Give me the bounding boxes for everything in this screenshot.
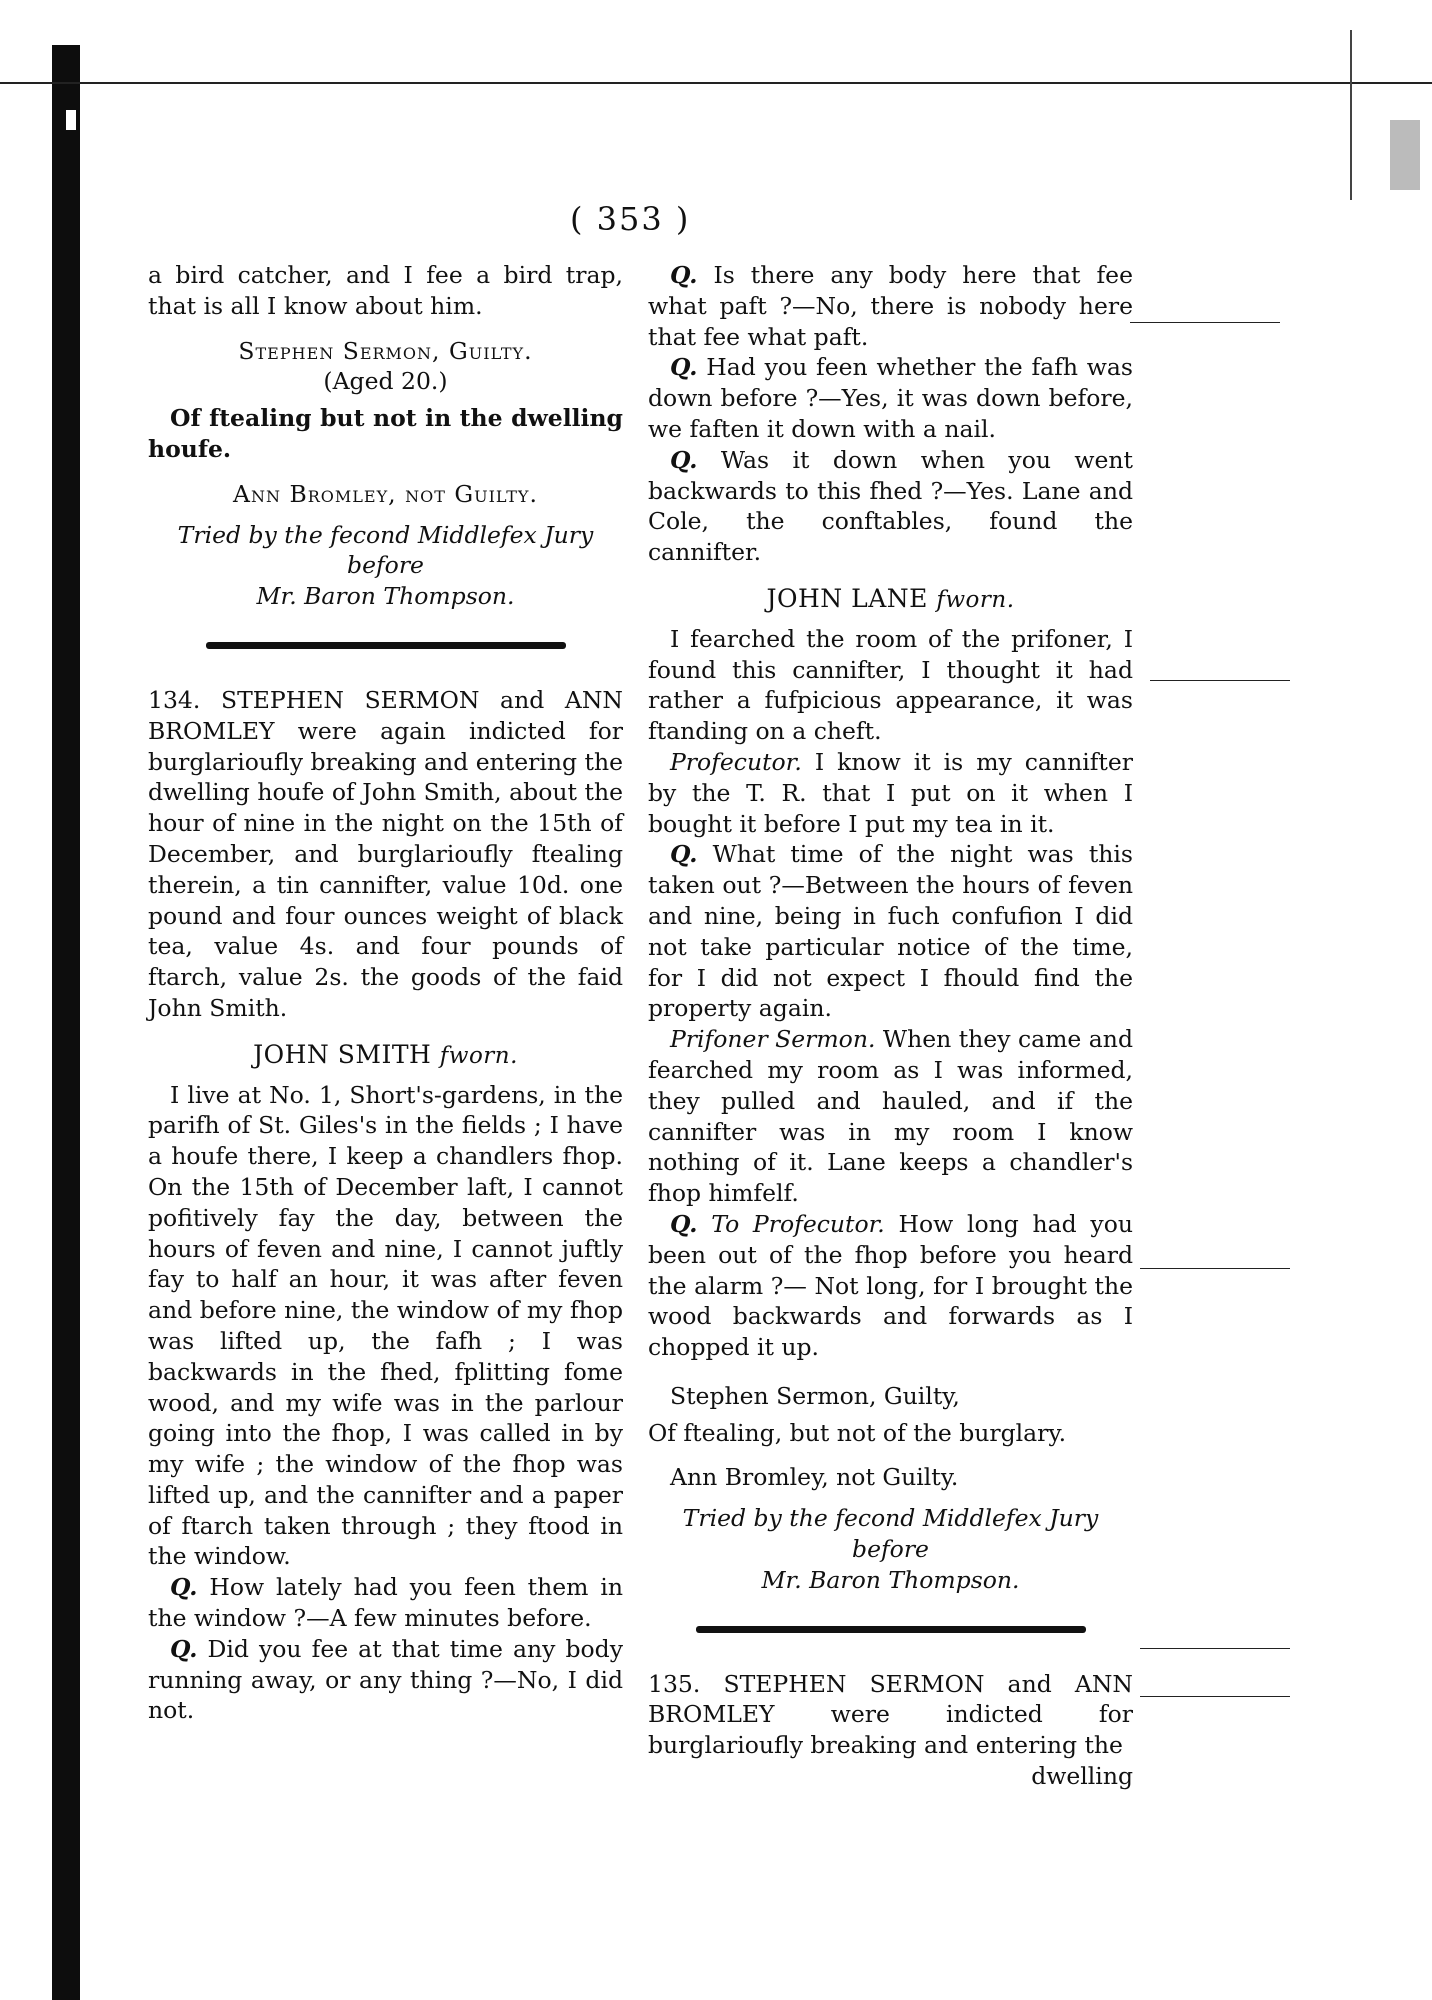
bleed-line: [1130, 322, 1280, 323]
verdict-name: Stephen Sermon, Guilty.: [238, 336, 533, 365]
question-mark: Q.: [170, 1573, 198, 1602]
witness-sworn: fworn.: [936, 586, 1015, 613]
question-6: [648, 839, 1133, 1024]
prisoner-statement: [648, 1024, 1133, 1209]
verdict-note-2: Of ftealing, but not of the burglary.: [648, 1418, 1067, 1447]
verdict-note: Of ftealing but not in the dwelling houfe.: [148, 404, 623, 463]
testimony-smith: I live at No. 1, Short's-gardens, in the parifh of St. Giles's in the fields ; I have a houfe there, I keep a chandlers fhop. On the 15th of December laft, I cannot pofitively fay the day, between the hours of feven and nine, I cannot juftly fay to half an hour, it was after feven and before nine, the window of my fhop was lifted up, the fafh ; I was backwards in the fhed, fplitting fome wood, and my wife was in the parlour going into the fhop, I was called in by my wife ; the window of the fhop was lifted up, and the cannifter and a paper of ftarch taken through ; they ftood in the window.: [148, 1080, 623, 1571]
case-134-text: 134. STEPHEN SERMON and ANN BROMLEY were again indicted for burglarioufly breaking and entering the dwelling houfe of John Smith, about the hour of nine in the night on the 15th of December, and burglarioufly ftealing therein, a tin cannifter, value 10d. one pound and four ounces weight of black tea, value 4s. and four pounds of ftarch, value 2s. the goods of the faid John Smith.: [148, 685, 623, 1022]
verdict-name: Stephen Sermon, Guilty,: [670, 1381, 960, 1410]
verdict-bromley-2: Ann Bromley, not Guilty.: [670, 1463, 959, 1492]
trial-judge: Mr. Baron Thompson.: [761, 1565, 1020, 1594]
question-1: [148, 1572, 623, 1634]
question-text: What time of the night was this taken out ?—Between the hours of feven and nine, being in fuch confufion I did not take particular notice of the time, for I did not expect I fhould find the property again.: [648, 840, 1133, 1023]
trial-line: Tried by the fecond Middlefex Jury before: [682, 1504, 1099, 1564]
witness-name: JOHN SMITH: [253, 1039, 432, 1069]
right-column: [648, 260, 1133, 1792]
top-scan-line: [0, 82, 1432, 84]
question-text: Is there any body here that fee what paft ?—No, there is nobody here that fee what paft.: [648, 261, 1133, 351]
question-text: How long had you been out of the fhop before you heard the alarm ?— Not long, for I brought the wood backwards and forwards as I chopped it up.: [648, 1209, 1133, 1362]
witness-heading-lane: [648, 584, 1133, 616]
bleed-line: [1140, 1648, 1290, 1649]
trial-note-1: [148, 520, 623, 612]
bleed-line: [1140, 1268, 1290, 1269]
scan-speck: [1390, 120, 1420, 190]
question-mark: Q.: [670, 445, 698, 474]
question-3: [648, 260, 1133, 352]
verdict-bromley-1: Ann Bromley, not Guilty.: [233, 479, 538, 508]
addressee-label: To Profecutor.: [711, 1209, 885, 1238]
statement-text: I know it is my cannifter by the T. R. that I put on it when I bought it before I put my tea in it.: [648, 747, 1133, 838]
question-5: [648, 445, 1133, 568]
question-text: Had you feen whether the fafh was down before ?—Yes, it was down before, we faften it down with a nail.: [648, 353, 1133, 443]
question-text: Was it down when you went backwards to this fhed ?—Yes. Lane and Cole, the conftables, found the cannifter.: [648, 445, 1133, 567]
testimony-lane: I fearched the room of the prifoner, I found this cannifter, I thought it had rather a fufpicious appearance, it was ftanding on a cheft.: [648, 624, 1133, 746]
trial-judge: Mr. Baron Thompson.: [256, 582, 515, 611]
statement-text: When they came and fearched my room as I was informed, they pulled and hauled, and if the cannifter was in my room I know nothing of it. Lane keeps a chandler's fhop himfelf.: [648, 1025, 1133, 1208]
left-column: [148, 260, 623, 1726]
witness-sworn: fworn.: [439, 1042, 518, 1069]
witness-heading-smith: [148, 1040, 623, 1072]
question-mark: Q.: [670, 261, 698, 289]
trial-line: Tried by the fecond Middlefex Jury before: [177, 520, 594, 580]
verdict-age: (Aged 20.): [323, 367, 448, 396]
section-divider: [696, 1626, 1086, 1633]
question-text: Did you fee at that time any body running away, or any thing ?—No, I did not.: [148, 1634, 623, 1725]
section-divider: [206, 642, 566, 649]
bleed-line: [1150, 680, 1290, 681]
catchword: dwelling: [1031, 1762, 1133, 1791]
question-4: [648, 352, 1133, 444]
verdict-sermon-2: [648, 1381, 1133, 1412]
speaker-label: Profecutor.: [670, 747, 802, 776]
question-mark: Q.: [170, 1634, 198, 1663]
continued-text: a bird catcher, and I fee a bird trap, that is all I know about him.: [148, 261, 623, 320]
trial-note-2: [648, 1503, 1133, 1595]
witness-name: JOHN LANE: [766, 583, 928, 613]
binding-edge: [52, 45, 80, 2000]
binding-gap: [66, 110, 76, 130]
case-135-text: 135. STEPHEN SERMON and ANN BROMLEY were indicted for burglarioufly breaking and entering the: [648, 1669, 1133, 1760]
prosecutor-statement: [648, 747, 1133, 839]
bleed-line: [1140, 1696, 1290, 1697]
page-number: ( 353 ): [570, 200, 691, 238]
question-2: [148, 1634, 623, 1726]
speaker-label: Prifoner Sermon.: [670, 1025, 876, 1054]
question-text: How lately had you feen them in the window ?—A few minutes before.: [148, 1573, 623, 1633]
question-mark: Q.: [670, 1209, 698, 1238]
question-7: [648, 1209, 1133, 1363]
right-scan-line: [1350, 30, 1352, 200]
question-mark: Q.: [670, 353, 698, 382]
verdict-sermon-1: [148, 336, 623, 398]
question-mark: Q.: [670, 840, 698, 869]
